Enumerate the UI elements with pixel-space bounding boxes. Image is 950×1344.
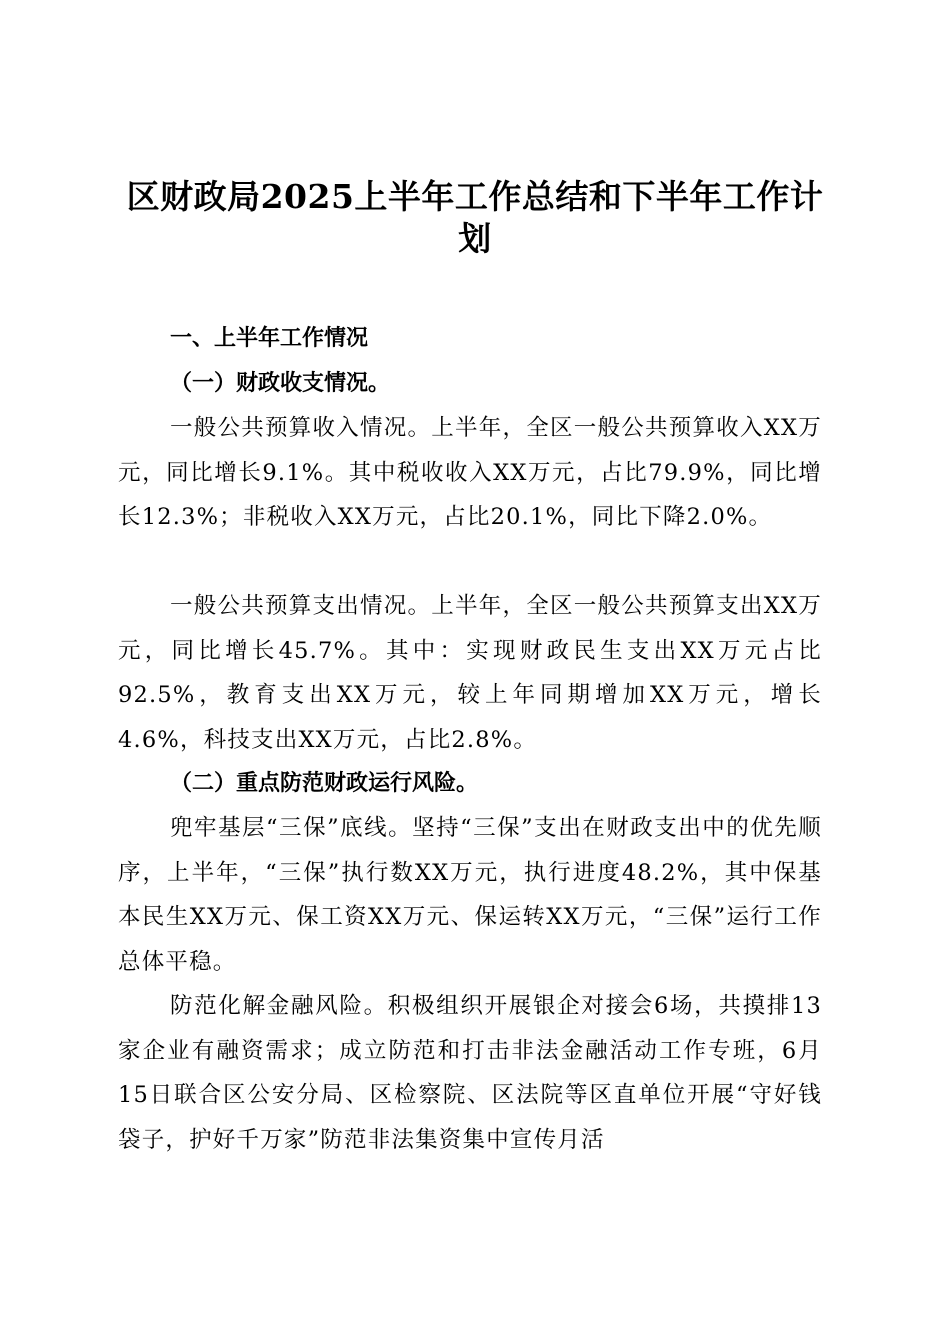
section-heading-first-half: 一、上半年工作情况 — [170, 326, 369, 351]
paragraph-budget-revenue: 一般公共预算收入情况。上半年，全区一般公共预算收入XX万元，同比增长9.1%。其中税收收入XX万元，占比79.9%，同比增长12.3%；非税收入XX万元，占比20.1%，同比下降2.0%。 — [118, 415, 822, 530]
subsection-heading-fiscal-revenue-expenditure: （一）财政收支情况。 — [170, 370, 391, 396]
subsection-heading-fiscal-risk: （二）重点防范财政运行风险。 — [170, 770, 479, 796]
paragraph-budget-expenditure: 一般公共预算支出情况。上半年，全区一般公共预算支出XX万元，同比增长45.7%。其中：实现财政民生支出XX万元占比92.5%，教育支出XX万元，较上年同期增加XX万元，增长4.6%，科技支出XX万元，占比2.8%。 — [118, 593, 822, 753]
paragraph-financial-risk: 防范化解金融风险。积极组织开展银企对接会6场，共摸排13家企业有融资需求；成立防范和打击非法金融活动工作专班，6月15日联合区公安分局、区检察院、区法院等区直单位开展“守好钱袋子，护好千万家”防范非法集资集中宣传月活 — [118, 993, 822, 1153]
paragraph-three-guarantees: 兜牢基层“三保”底线。坚持“三保”支出在财政支出中的优先顺序，上半年，“三保”执行数XX万元，执行进度48.2%，其中保基本民生XX万元、保工资XX万元、保运转XX万元，“三保”运行工作总体平稳。 — [118, 815, 822, 975]
document-title: 区财政局2025上半年工作总结和下半年工作计划 — [126, 177, 824, 258]
